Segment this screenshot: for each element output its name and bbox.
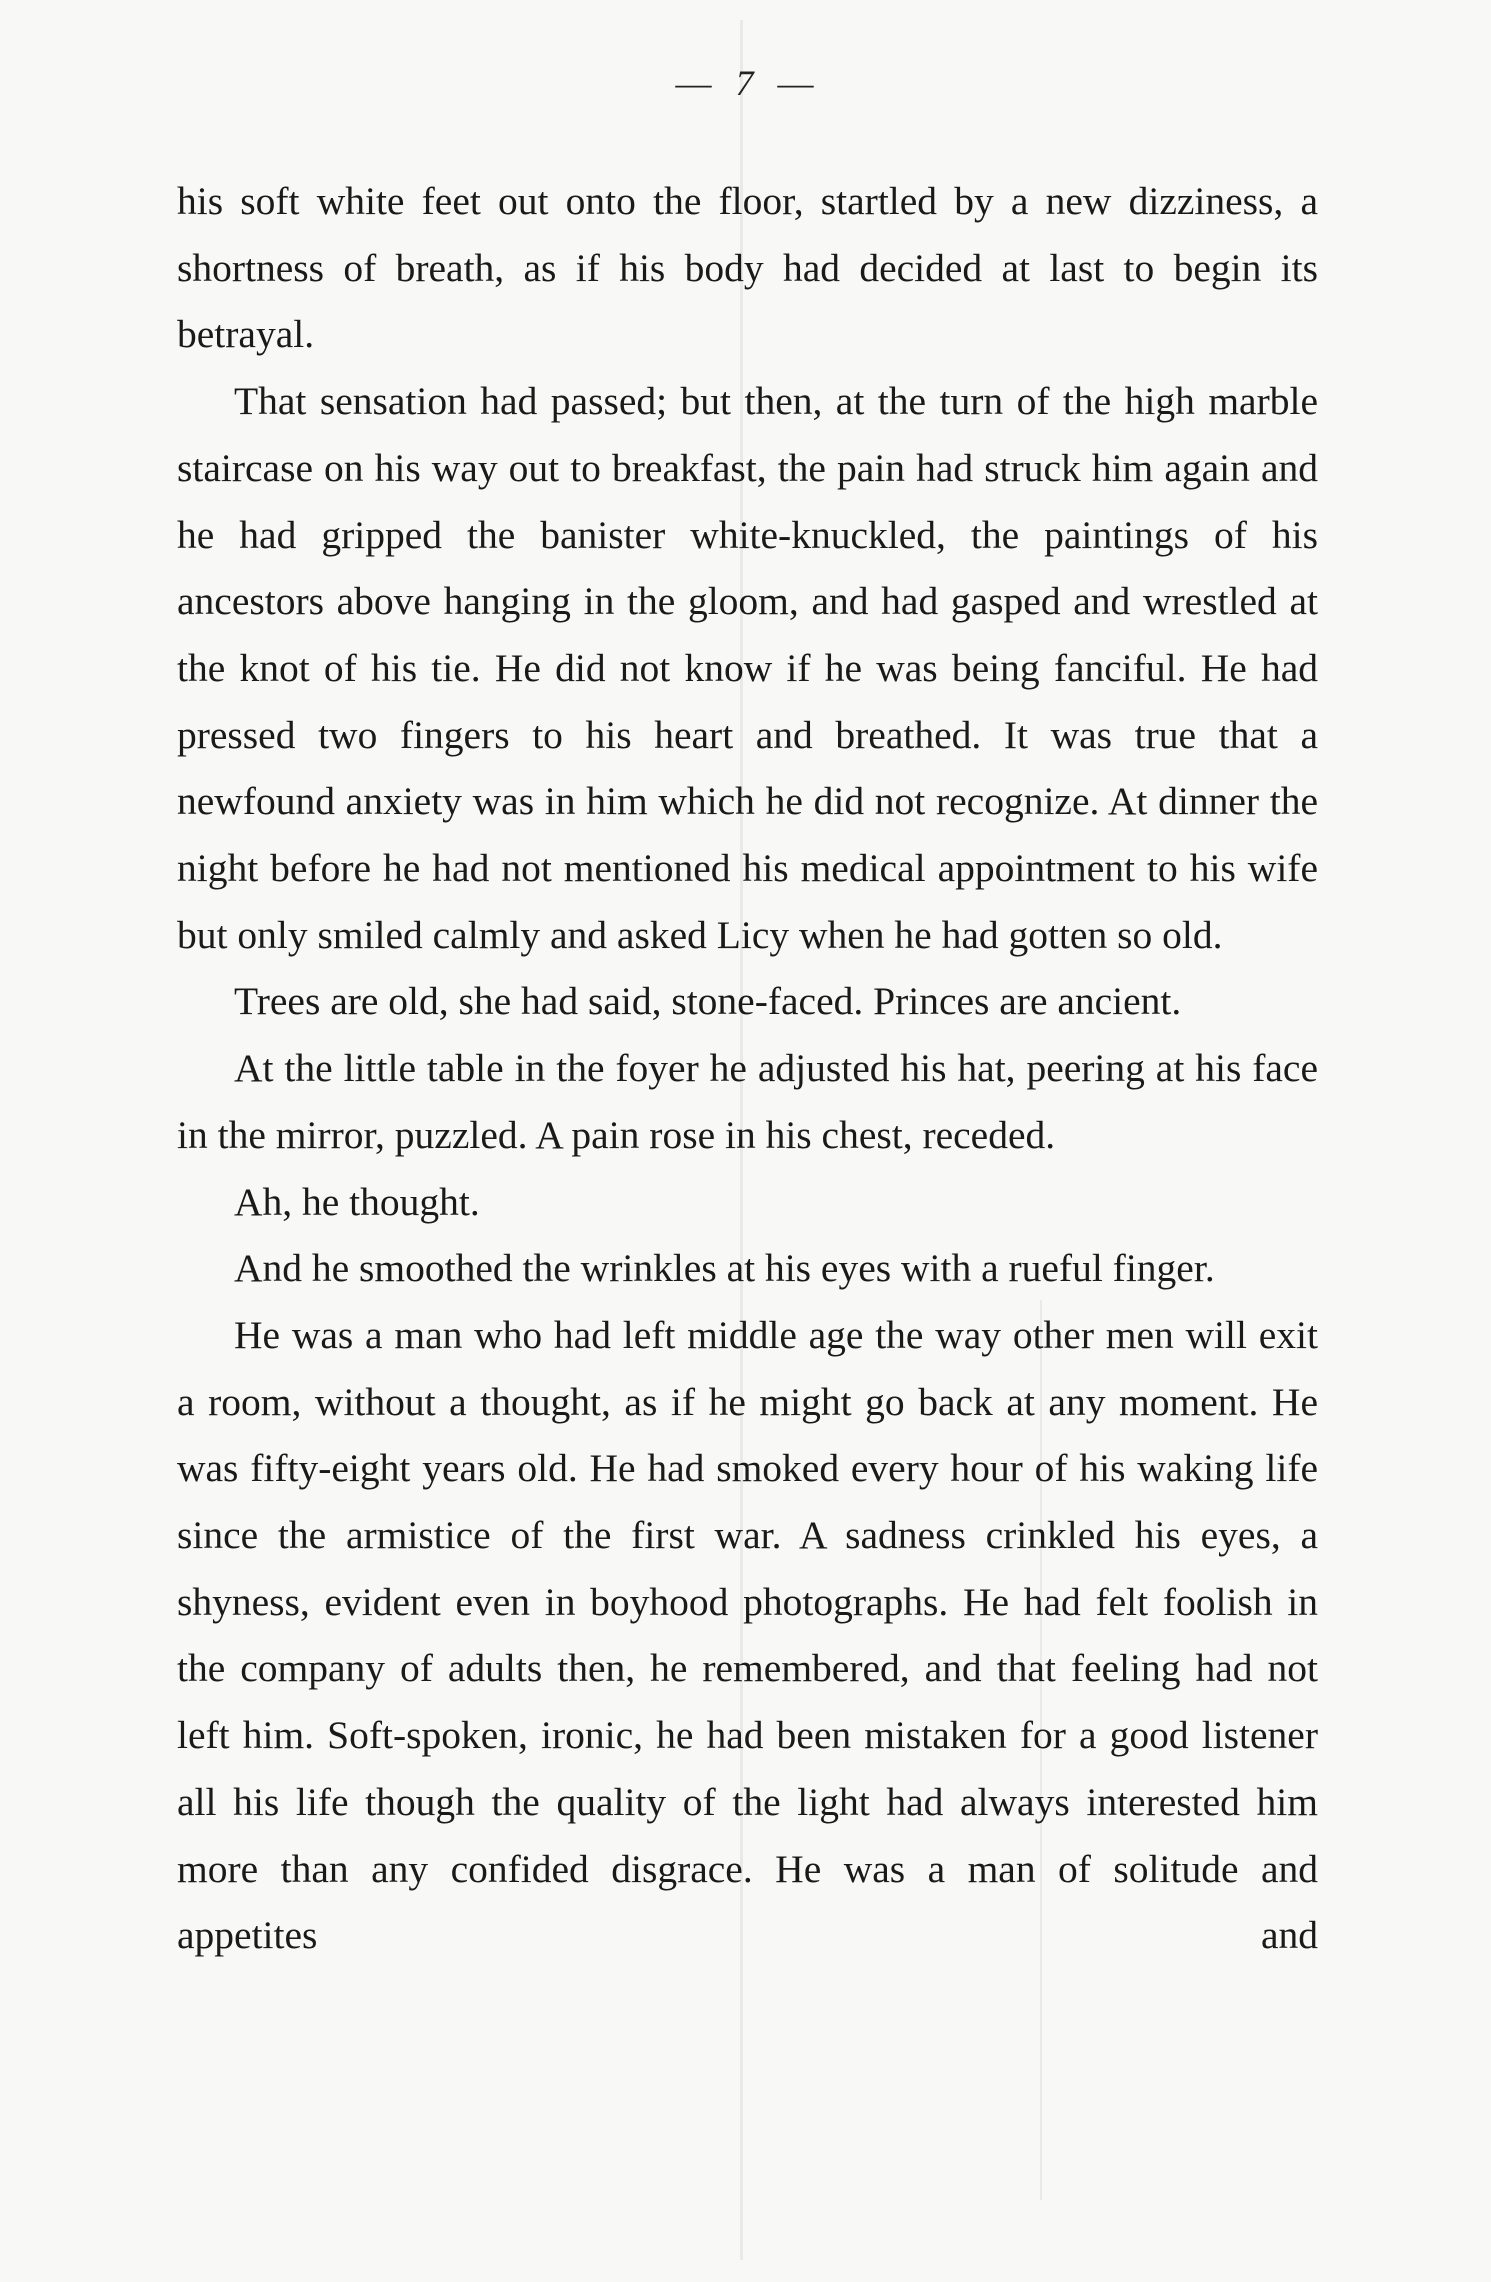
page-number [0, 62, 1491, 104]
folio-number: 7 [735, 63, 756, 103]
paragraph-4: At the little table in the foyer he adjusted his hat, peering at his face in the mirror, puzzled. A pain rose in his chest, receded. [177, 1046, 1318, 1157]
paragraph-7: He was a man who had left middle age the way other men will exit a room, without a thought, as if he might go back at any moment. He was fifty-eight years old. He had smoked every hour of his waking life since the armistice of the first war. A sadness crinkled his eyes, a shyness, evident even in boyhood photographs. He had felt foolish in the company of adults then, he remembered, and that feeling had not left him. Soft-spoken, ironic, he had been mistaken for a good listener all his life though the quality of the light had always interested him more than any confided disgrace. He was a man of solitude and appetites and [177, 1312, 1318, 1958]
paragraph-3: Trees are old, she had said, stone-faced. Princes are ancient. [234, 979, 1182, 1024]
folio-dash-right: — [777, 63, 816, 103]
body-text [177, 168, 1318, 1969]
paragraph-1: his soft white feet out onto the floor, startled by a new dizziness, a shortness of breath, as if his body had decided at last to begin its betrayal. [177, 179, 1318, 357]
paragraph-5: Ah, he thought. [234, 1179, 480, 1224]
paragraph-6: And he smoothed the wrinkles at his eyes with a rueful finger. [234, 1246, 1215, 1291]
paragraph-2: That sensation had passed; but then, at the turn of the high marble staircase on his way out to breakfast, the pain had struck him again and he had gripped the banister white-knuckled, the paintings of his ancestors above hanging in the gloom, and had gasped and wrestled at the knot of his tie. He did not know if he was being fanciful. He had pressed two fingers to his heart and breathed. It was true that a newfound anxiety was in him which he did not recognize. At dinner the night before he had not mentioned his medical appointment to his wife but only smiled calmly and asked Licy when he had gotten so old. [177, 379, 1318, 957]
folio-dash-left: — [675, 63, 714, 103]
